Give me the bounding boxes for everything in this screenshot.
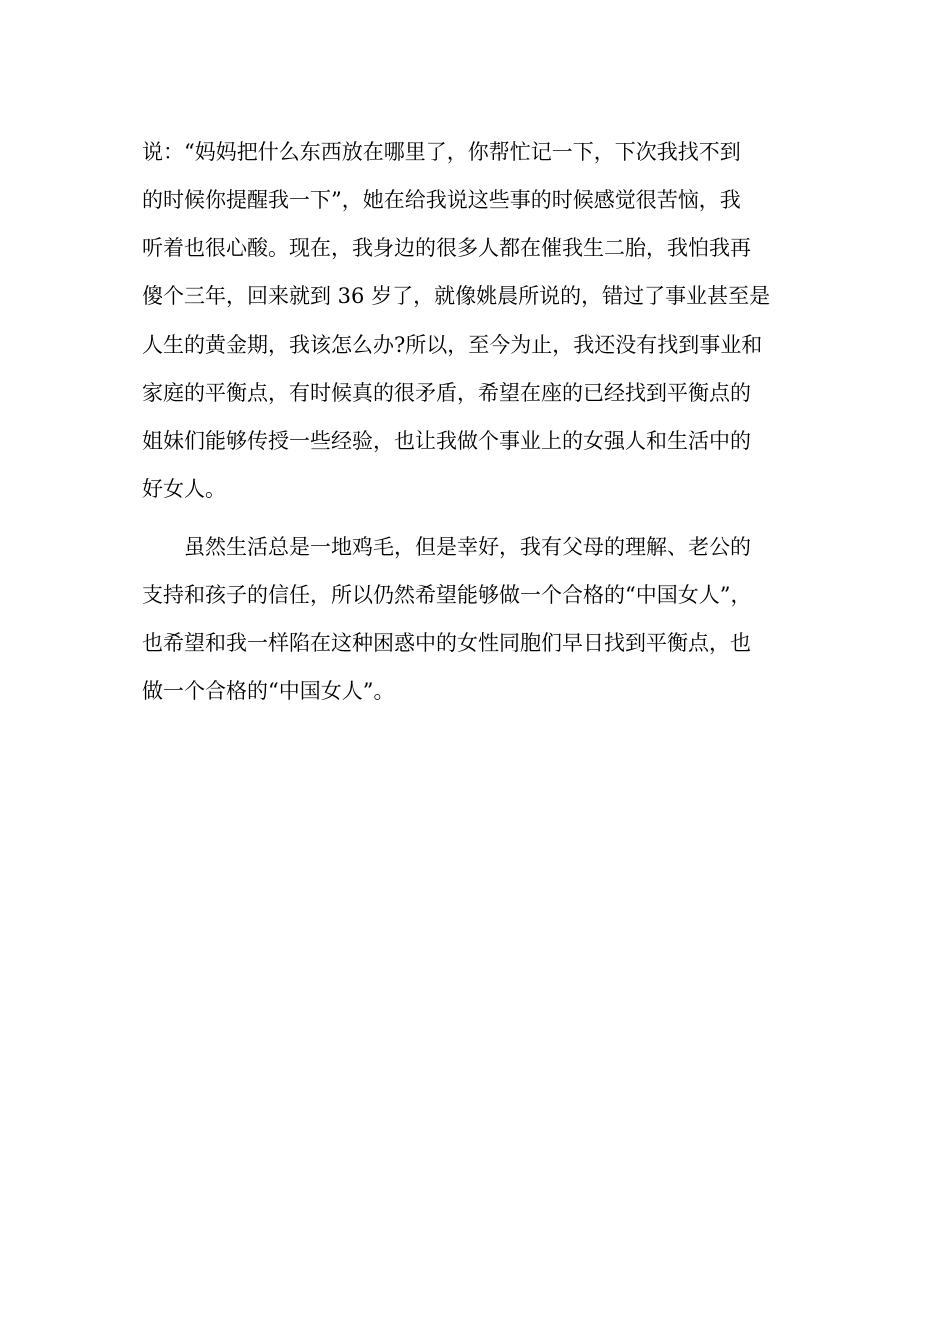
paragraph-2-line-1: 虽然生活总是一地鸡毛，但是幸好，我有父母的理解、老公的 <box>184 535 751 559</box>
paragraph-1-line-2: 的时候你提醒我一下”，她在给我说这些事的时候感觉很苦恼，我 <box>142 188 741 212</box>
paragraph-1-line-5: 人生的黄金期，我该怎么办?所以，至今为止，我还没有找到事业和 <box>142 333 763 357</box>
paragraph-1-line-8: 好女人。 <box>142 477 226 501</box>
paragraph-2-line-3: 也希望和我一样陷在这种困惑中的女性同胞们早日找到平衡点，也 <box>142 631 751 655</box>
paragraph-1-line-1: 说：“妈妈把什么东西放在哪里了，你帮忙记一下，下次我找不到 <box>142 140 741 164</box>
paragraph-1-line-4: 傻个三年，回来就到 36 岁了，就像姚晨所说的，错过了事业甚至是 <box>142 284 771 308</box>
paragraph-1-line-6: 家庭的平衡点，有时候真的很矛盾，希望在座的已经找到平衡点的 <box>142 381 751 405</box>
paragraph-1-line-7: 姐妹们能够传授一些经验，也让我做个事业上的女强人和生活中的 <box>142 429 751 453</box>
paragraph-2-line-4: 做一个合格的“中国女人”。 <box>142 679 395 703</box>
paragraph-2-line-2: 支持和孩子的信任，所以仍然希望能够做一个合格的“中国女人”， <box>142 583 752 607</box>
paragraph-1-line-3: 听着也很心酸。现在，我身边的很多人都在催我生二胎，我怕我再 <box>142 236 751 260</box>
